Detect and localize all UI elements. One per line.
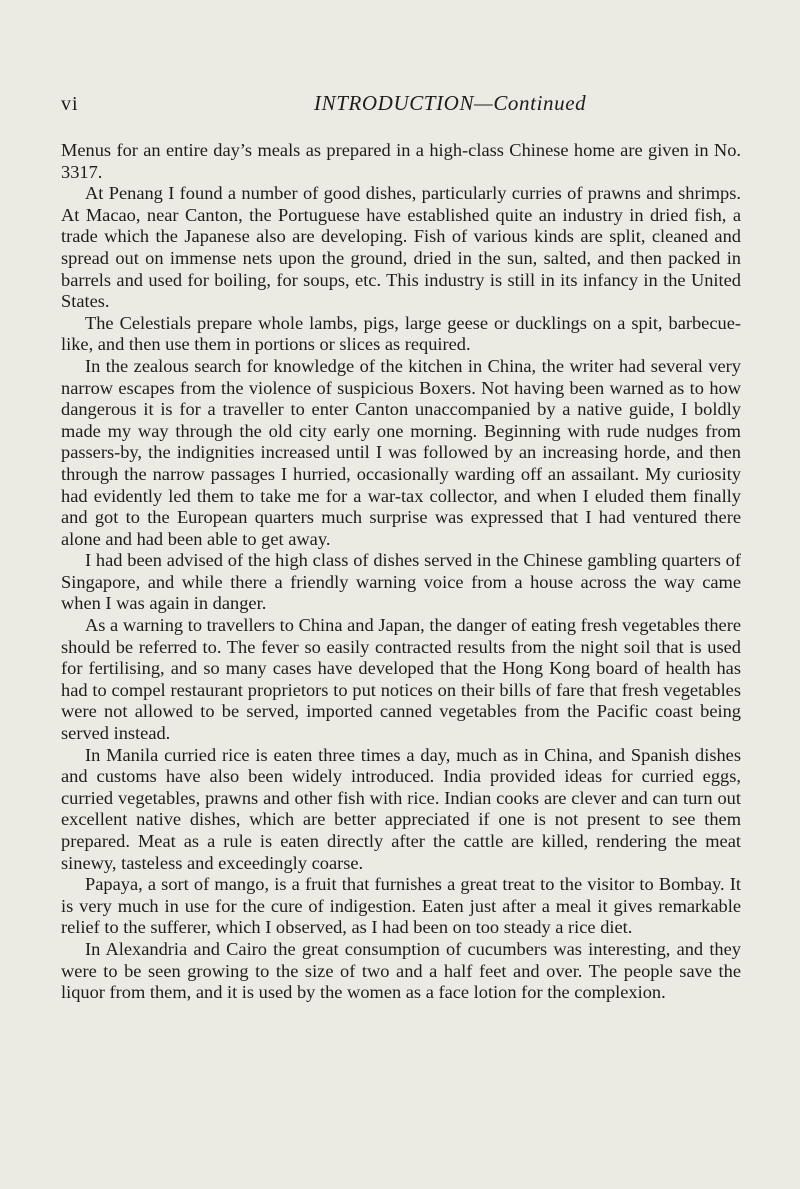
- paragraph-menus: Menus for an entire day’s meals as prepared in a high-class Chinese home are given in No. 3317.: [61, 140, 741, 182]
- paragraph-canton: In the zealous search for knowledge of the kitchen in China, the writer had several very narrow escapes from the violence of suspicious Boxers. Not having been warned as to how dangerous it is for a traveller to enter Canton unaccompanied by a native guide, I boldly made my way through the old city early one morning. Beginning with rude nudges from passers-by, the indignities increased until I was followed by an increasing horde, and then through the narrow passages I hurried, occasionally warding off an assailant. My curiosity had evidently led them to take me for a war-tax collector, and when I eluded them finally and got to the European quarters much surprise was expressed that I had ventured there alone and had been able to get away.: [61, 355, 741, 549]
- paragraph-cucumbers: In Alexandria and Cairo the great consumption of cucumbers was interesting, and they were to be seen growing to the size of two and a half feet and over. The people save the liquor from them, and it is used by the women as a face lotion for the complexion.: [61, 938, 741, 1003]
- paragraph-manila: In Manila curried rice is eaten three times a day, much as in China, and Spanish dishes and customs have also been widely introduced. India provided ideas for curried eggs, curried vegetables, prawns and other fish with rice. Indian cooks are clever and can turn out excellent native dishes, which are better appreciated if one is not present to see them prepared. Meat as a rule is eaten directly after the cattle are killed, rendering the meat sinewy, tasteless and exceedingly coarse.: [61, 744, 741, 873]
- paragraph-celestials: The Celestials prepare whole lambs, pigs, large geese or ducklings on a spit, barbecue-like, and then use them in portions or slices as required.: [61, 312, 741, 355]
- running-head: INTRODUCTION—Continued: [314, 91, 587, 115]
- body-text: [61, 140, 741, 1004]
- page-number: vi: [61, 93, 79, 115]
- paragraph-papaya: Papaya, a sort of mango, is a fruit that furnishes a great treat to the visitor to Bombay. It is very much in use for the cure of indigestion. Eaten just after a meal it gives remarkable relief to the sufferer, which I observed, as I had been on too steady a rice diet.: [61, 874, 741, 938]
- paragraph-penang: At Penang I found a number of good dishes, particularly curries of prawns and shrimps. At Macao, near Canton, the Portuguese have established quite an industry in dried fish, a trade which the Japanese also are developing. Fish of various kinds are split, cleaned and spread out on immense nets upon the ground, dried in the sun, salted, and then packed in barrels and used for boiling, for soups, etc. This industry is still in its infancy in the United States.: [61, 183, 741, 312]
- paragraph-singapore: I had been advised of the high class of dishes served in the Chinese gambling quarters of Singapore, and while there a friendly warning voice from a house across the way came when I was again in danger.: [61, 550, 741, 614]
- paragraph-vegetables-warning: As a warning to travellers to China and Japan, the danger of eating fresh vegetables there should be referred to. The fever so easily contracted results from the night soil that is used for fertilising, and so many cases have developed that the Hong Kong board of health has had to compel restaurant proprietors to put notices on their bills of fare that fresh vegetables were not allowed to be served, imported canned vegetables from the Pacific coast being served instead.: [61, 615, 741, 744]
